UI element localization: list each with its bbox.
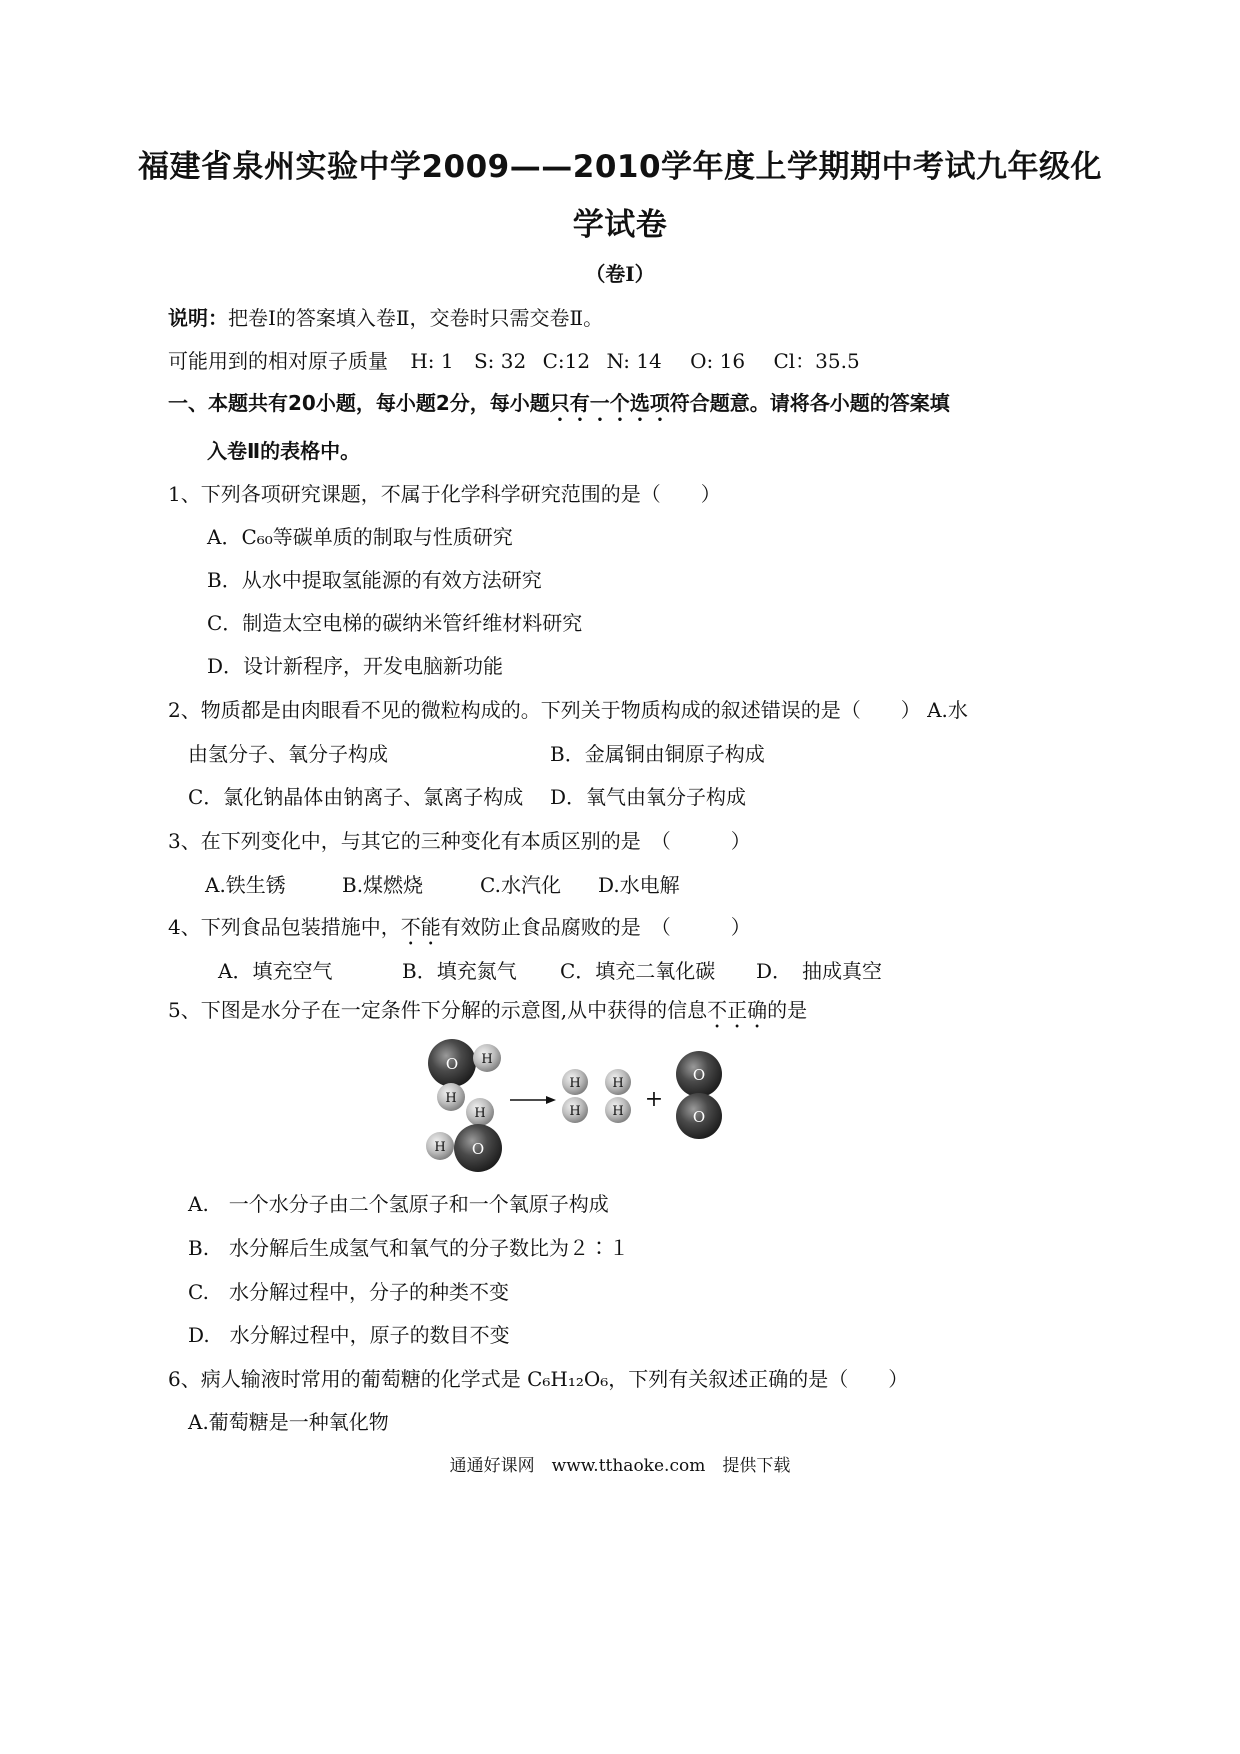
atomic-mass-o: O: 16 [690, 349, 746, 373]
instructions-label: 说明： [168, 306, 228, 330]
q5-stem-emphasis: 不正确 [707, 998, 768, 1022]
q5-option-a: A. 一个水分子由二个氢原子和一个氧原子构成 [188, 1192, 609, 1216]
q3-option-b: B.煤燃烧 [342, 873, 424, 897]
plus-sign: + [644, 1087, 664, 1112]
section1-text-a: 一、本题共有20小题，每小题2分，每小题 [168, 391, 550, 415]
atom-label-h: H [481, 1052, 493, 1067]
atom-label-h: H [569, 1076, 581, 1091]
q4-option-c: C．填充二氧化碳 [560, 959, 716, 983]
q5-option-b: B. 水分解后生成氢气和氧气的分子数比为２∶１ [188, 1236, 630, 1260]
q3-stem: 3、在下列变化中，与其它的三种变化有本质区别的是 （ ） [168, 829, 751, 853]
atomic-mass-cl: Cl：35.5 [773, 349, 860, 373]
q2-option-d: D．氧气由氧分子构成 [550, 785, 747, 809]
instructions-text: 把卷Ⅰ的答案填入卷Ⅱ，交卷时只需交卷Ⅱ。 [228, 306, 604, 330]
atom-label-h: H [612, 1104, 624, 1119]
atom-label-o: O [692, 1108, 706, 1126]
q1-stem: 1、下列各项研究课题，不属于化学科学研究范围的是（ ） [168, 482, 721, 506]
atomic-mass-n: N: 14 [606, 349, 662, 373]
page-footer: 通通好课网 www.tthaoke.com 提供下载 [449, 1456, 791, 1476]
q3-option-c: C.水汽化 [480, 873, 561, 897]
atom-label-h: H [434, 1140, 446, 1155]
q4-stem-b: 有效防止食品腐败的是 （ ） [440, 915, 751, 939]
atomic-masses-label: 可能用到的相对原子质量 [168, 349, 388, 373]
q4-stem-emphasis: 不能 [400, 915, 441, 939]
q1-option-c: C．制造太空电梯的碳纳米管纤维材料研究 [207, 611, 583, 635]
atom-label-o: O [471, 1140, 485, 1158]
atomic-mass-c: C:12 [542, 349, 591, 373]
q1-option-b: B．从水中提取氢能源的有效方法研究 [207, 568, 542, 592]
q1-option-d: D．设计新程序，开发电脑新功能 [207, 654, 504, 678]
q3-option-d: D.水电解 [598, 873, 680, 897]
reaction-arrowhead [546, 1096, 556, 1104]
section1-emphasis: 只有一个选项 [549, 391, 670, 415]
q6-stem: 6、病人输液时常用的葡萄糖的化学式是 C₆H₁₂O₆，下列有关叙述正确的是（ ） [168, 1367, 909, 1391]
volume-label: （卷Ⅰ） [585, 262, 655, 286]
atomic-mass-s: S: 32 [473, 349, 527, 373]
q4-stem-a: 4、下列食品包装措施中， [168, 915, 401, 939]
atom-label-h: H [612, 1076, 624, 1091]
q2-option-c: C．氯化钠晶体由钠离子、氯离子构成 [188, 785, 524, 809]
q2-option-b: B．金属铜由铜原子构成 [550, 742, 765, 766]
q5-stem-a: 5、下图是水分子在一定条件下分解的示意图,从中获得的信息 [168, 998, 708, 1022]
exam-title-line2: 学试卷 [572, 207, 668, 243]
q4-option-a: A．填充空气 [218, 959, 333, 983]
atom-label-h: H [445, 1091, 457, 1106]
q2-option-a-cont: 由氢分子、氧分子构成 [188, 742, 388, 766]
q5-option-d: D. 水分解过程中，原子的数目不变 [188, 1323, 510, 1347]
atom-label-h: H [474, 1106, 486, 1121]
q5-stem-b: 的是 [767, 998, 808, 1022]
q3-option-a: A.铁生锈 [205, 873, 286, 897]
q5-option-c: C. 水分解过程中，分子的种类不变 [188, 1280, 509, 1304]
section1-text-b: 符合题意。请将各小题的答案填 [669, 391, 950, 415]
q6-option-a: A.葡萄糖是一种氧化物 [188, 1410, 389, 1434]
q4-option-d: D． 抽成真空 [756, 959, 883, 983]
q1-option-a: A．C₆₀等碳单质的制取与性质研究 [207, 525, 513, 549]
atom-label-o: O [445, 1055, 459, 1073]
exam-title-line1: 福建省泉州实验中学2009——2010学年度上学期期中考试九年级化 [137, 149, 1103, 185]
atom-label-h: H [569, 1104, 581, 1119]
atomic-mass-h: H: 1 [410, 349, 454, 373]
atom-label-o: O [692, 1066, 706, 1084]
section1-heading-line2: 入卷Ⅱ的表格中。 [207, 439, 361, 463]
q2-stem: 2、物质都是由肉眼看不见的微粒构成的。下列关于物质构成的叙述错误的是（ ） A.水 [168, 698, 968, 722]
q4-option-b: B．填充氮气 [402, 959, 517, 983]
